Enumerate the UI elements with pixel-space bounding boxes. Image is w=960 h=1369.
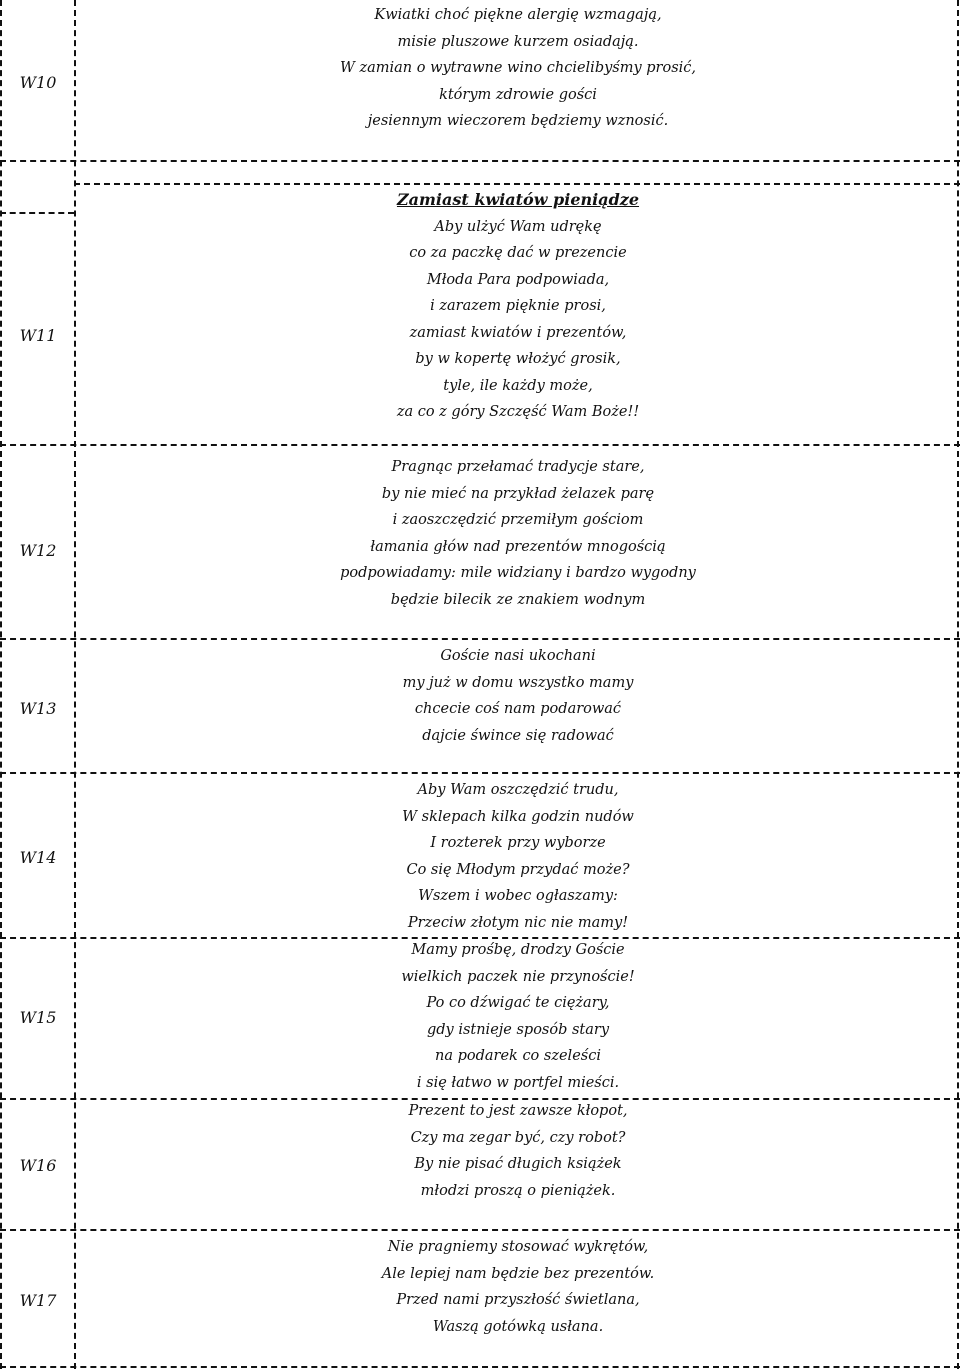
- row-divider-w13: [0, 772, 960, 774]
- row-code: W10: [19, 73, 57, 92]
- verse-line: podpowiadamy: mile widziany i bardzo wygodny: [340, 565, 696, 581]
- verse-line: gdy istnieje sposób stary: [426, 1021, 610, 1038]
- verse-line: Czy ma zegar być, czy robot?: [410, 1129, 626, 1146]
- verse-line: Mamy prośbę, drodzy Goście: [411, 942, 625, 958]
- verse-line: my już w domu wszystko mamy: [402, 674, 634, 691]
- verse-line: wielkich paczek nie przynoście!: [401, 968, 635, 985]
- verse-block: [76, 643, 960, 749]
- row-divider-w10: [0, 160, 960, 162]
- row-divider-w12: [0, 638, 960, 640]
- verse-line: by w kopertę włożyć grosik,: [415, 351, 621, 367]
- verse-line: tyle, ile każdy może,: [443, 377, 593, 394]
- verse-line: Pragnąc przełamać tradycje stare,: [391, 459, 645, 475]
- verse-line: dajcie śwince się radować: [422, 727, 614, 744]
- row-divider-w11-left: [0, 212, 74, 214]
- verse-line: Aby Wam oszczędzić trudu,: [417, 782, 619, 798]
- verse-line: i zarazem pięknie prosi,: [430, 298, 606, 314]
- verse-line: jesiennym wieczorem będziemy wznosić.: [367, 113, 669, 129]
- verse-block: [76, 777, 960, 936]
- verse-line: W zamian o wytrawne wino chcielibyśmy prosić,: [339, 60, 697, 76]
- verse-line: łamania głów nad prezentów mnogością: [370, 538, 666, 555]
- verse-block: [76, 937, 960, 1096]
- verse-line: Goście nasi ukochani: [440, 648, 596, 664]
- verse-block: [76, 187, 960, 426]
- row-divider-w16: [0, 1229, 960, 1231]
- verse-line: chcecie coś nam podarować: [414, 701, 622, 717]
- row-code: W11: [19, 326, 57, 345]
- verse-line: I rozterek przy wyborze: [430, 835, 606, 851]
- verse-line: Przed nami przyszłość świetlana,: [396, 1292, 640, 1308]
- verse-line: Przeciw złotym nic nie mamy!: [407, 914, 629, 931]
- verse-line: i zaoszczędzić przemiłym gościom: [392, 512, 644, 528]
- verse-line: za co z góry Szczęść Wam Boże!!: [396, 404, 640, 420]
- verse-line: misie pluszowe kurzem osiadają.: [397, 33, 639, 50]
- verse-line: którym zdrowie gości: [439, 86, 597, 103]
- verse-line: Aby ulżyć Wam udrękę: [434, 218, 602, 235]
- verse-line: Co się Młodym przydać może?: [406, 861, 630, 878]
- row-code: W17: [19, 1291, 57, 1310]
- verse-line: Młoda Para podpowiada,: [426, 271, 610, 288]
- verse-line: W sklepach kilka godzin nudów: [402, 808, 634, 825]
- verse-block: [76, 454, 960, 613]
- verse-line: Ale lepiej nam będzie bez prezentów.: [381, 1265, 655, 1282]
- verse-line: Nie pragniemy stosować wykrętów,: [387, 1239, 649, 1255]
- verse-block: [76, 1098, 960, 1204]
- poem-title: Zamiast kwiatów pieniądze: [396, 190, 640, 209]
- verse-line: będzie bilecik ze znakiem wodnym: [390, 591, 646, 608]
- verse-line: Po co dźwigać te ciężary,: [426, 995, 610, 1011]
- bottom-border: [0, 1366, 960, 1368]
- verse-line: by nie mieć na przykład żelazek parę: [381, 485, 655, 502]
- verse-line: na podarek co szeleści: [435, 1048, 601, 1064]
- verse-line: Prezent to jest zawsze kłopot,: [408, 1103, 628, 1119]
- row-code: W15: [19, 1008, 57, 1027]
- row-code: W13: [19, 699, 57, 718]
- verse-line: i się łatwo w portfel mieści.: [416, 1074, 620, 1091]
- row-code: W12: [19, 541, 57, 560]
- verse-line: Wszem i wobec ogłaszamy:: [418, 888, 618, 904]
- verse-block: [76, 1234, 960, 1340]
- row-code: W16: [19, 1156, 57, 1175]
- verse-line: co za paczkę dać w prezencie: [409, 245, 627, 261]
- verse-line: Kwiatki choć piękne alergię wzmagają,: [374, 7, 662, 23]
- verse-line: zamiast kwiatów i prezentów,: [409, 324, 627, 341]
- verse-line: młodzi proszą o pieniążek.: [420, 1182, 616, 1199]
- row-code: W14: [19, 848, 57, 867]
- row-divider-w11: [0, 444, 960, 446]
- verse-block: [76, 2, 960, 135]
- verse-line: Waszą gotówką usłana.: [432, 1318, 604, 1335]
- verse-line: By nie pisać długich książek: [414, 1156, 622, 1172]
- row-divider-w11-top: [74, 183, 960, 185]
